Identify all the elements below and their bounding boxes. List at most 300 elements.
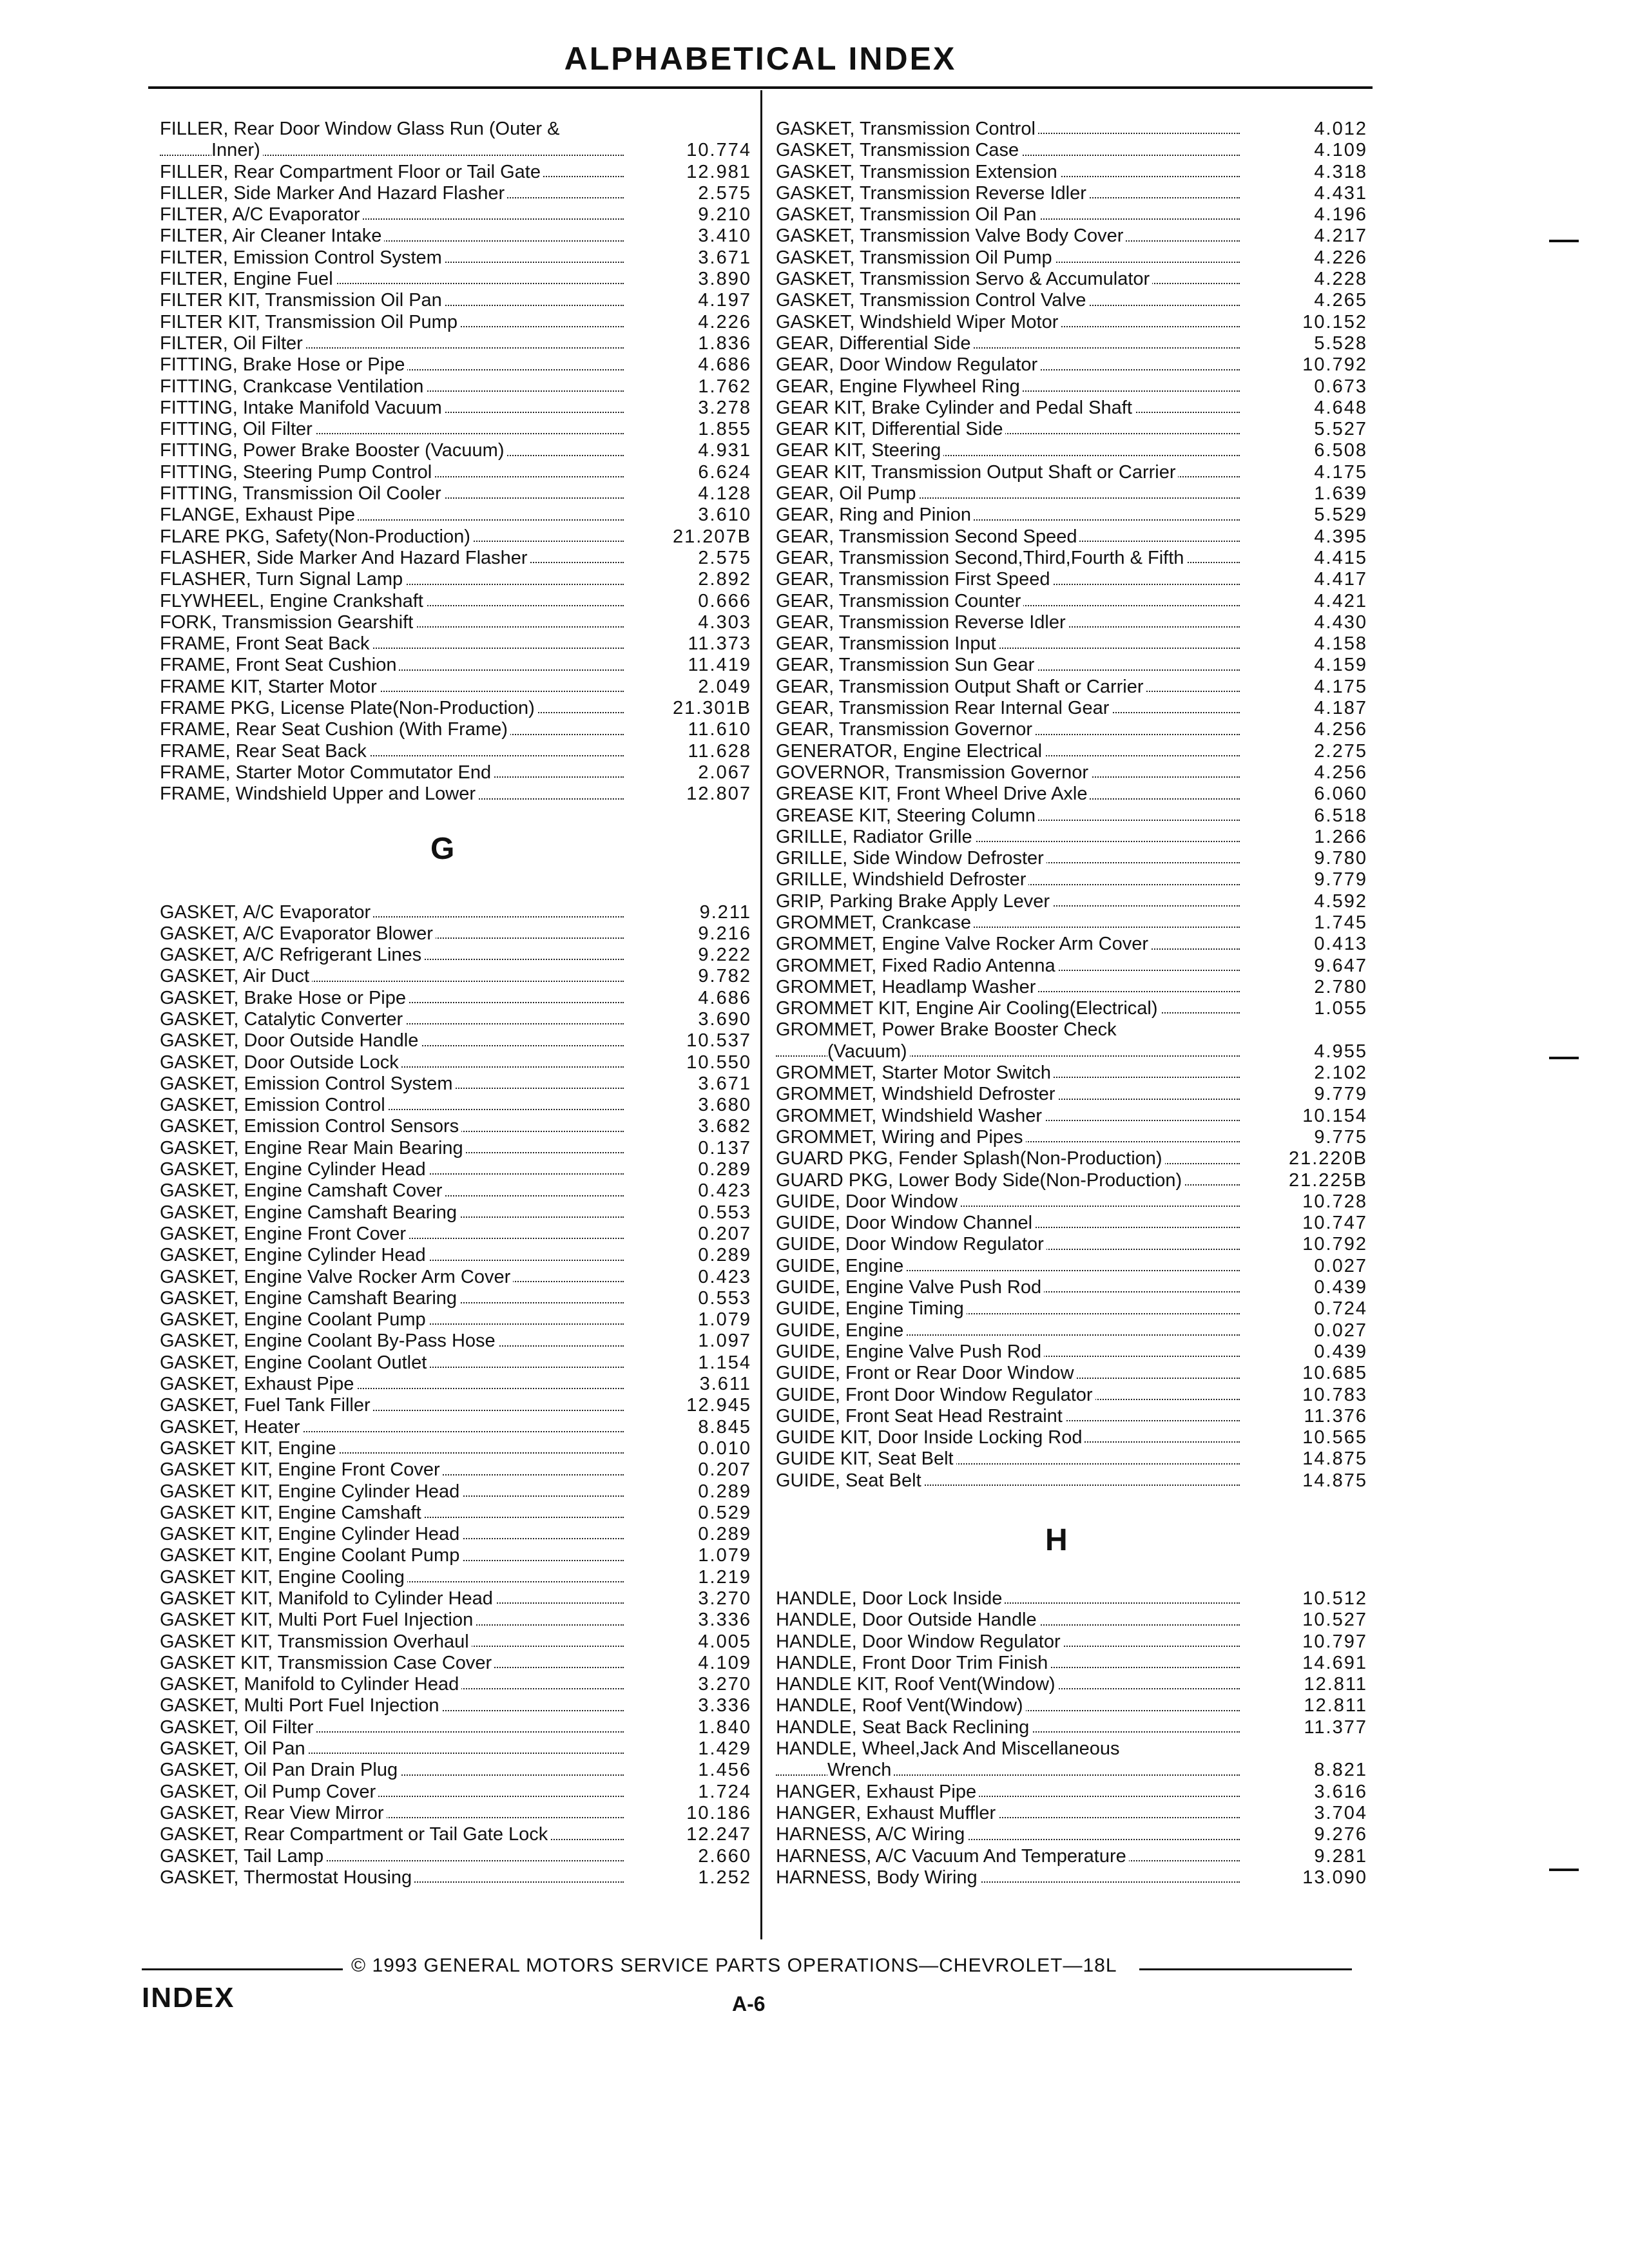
index-entry bbox=[160, 1030, 751, 1052]
index-entry bbox=[160, 591, 751, 612]
entry-page-ref: 10.527 bbox=[1302, 1610, 1367, 1631]
entry-name bbox=[160, 1481, 624, 1503]
entry-page-ref: 0.423 bbox=[698, 1266, 751, 1287]
entry-name bbox=[776, 1127, 1240, 1148]
entry-page-ref: 2.660 bbox=[698, 1845, 751, 1867]
entry-label: GREASE KIT, Front Wheel Drive Axle bbox=[776, 783, 1090, 804]
footer-page-number: A-6 bbox=[732, 1992, 766, 2015]
entry-label: GASKET, Engine Cylinder Head bbox=[160, 1159, 429, 1180]
entry-name bbox=[160, 376, 624, 398]
entry-page-ref: 1.836 bbox=[698, 332, 751, 354]
entry-name bbox=[776, 1824, 1240, 1845]
header-rule bbox=[148, 86, 1373, 89]
entry-name bbox=[160, 1180, 624, 1202]
entry-page-ref: 3.410 bbox=[698, 226, 751, 247]
entry-name bbox=[776, 977, 1240, 998]
entry-label: GASKET KIT, Engine Coolant Pump bbox=[160, 1545, 462, 1566]
entry-label: GEAR, Transmission Counter bbox=[776, 591, 1023, 611]
entry-page-ref: 0.289 bbox=[698, 1159, 751, 1180]
entry-label: FITTING, Brake Hose or Pipe bbox=[160, 354, 407, 375]
index-entry bbox=[160, 1180, 751, 1202]
entry-page-ref: 3.704 bbox=[1314, 1802, 1367, 1823]
entry-page-ref: 1.762 bbox=[698, 376, 751, 397]
entry-name bbox=[776, 398, 1240, 419]
entry-label: GUIDE, Door Window Regulator bbox=[776, 1234, 1046, 1254]
entry-name bbox=[160, 419, 624, 440]
entry-page-ref: 2.780 bbox=[1314, 976, 1367, 997]
index-entry bbox=[160, 1803, 751, 1824]
entry-name bbox=[160, 1717, 624, 1738]
entry-page-ref: 11.628 bbox=[688, 740, 751, 762]
entry-name bbox=[776, 1256, 1240, 1277]
entry-page-ref: 9.775 bbox=[1314, 1126, 1367, 1148]
entry-page-ref: 0.289 bbox=[698, 1524, 751, 1545]
index-entry bbox=[776, 827, 1367, 848]
entry-name bbox=[776, 719, 1240, 740]
entry-page-ref: 14.691 bbox=[1302, 1652, 1367, 1673]
entry-name bbox=[160, 1524, 624, 1545]
entry-page-ref: 4.175 bbox=[1314, 676, 1367, 697]
entry-page-ref: 4.265 bbox=[1314, 290, 1367, 311]
entry-name bbox=[160, 1867, 624, 1888]
entry-label: FLASHER, Side Marker And Hazard Flasher bbox=[160, 548, 530, 568]
entry-label: GASKET, Transmission Oil Pan bbox=[776, 204, 1039, 225]
entry-label: GROMMET, Windshield Washer bbox=[776, 1106, 1045, 1126]
entry-page-ref: 3.270 bbox=[698, 1588, 751, 1609]
index-entry bbox=[160, 1309, 751, 1331]
entry-label: GROMMET, Engine Valve Rocker Arm Cover bbox=[776, 934, 1151, 954]
entry-page-ref: 4.931 bbox=[698, 440, 751, 461]
index-entry bbox=[776, 204, 1367, 226]
index-entry bbox=[776, 1695, 1367, 1716]
index-entry bbox=[160, 1695, 751, 1716]
entry-name bbox=[160, 655, 624, 676]
index-entry bbox=[160, 1267, 751, 1288]
entry-page-ref: 4.431 bbox=[1314, 182, 1367, 204]
index-entry bbox=[160, 569, 751, 590]
entry-name bbox=[160, 1588, 624, 1610]
index-entry bbox=[776, 398, 1367, 419]
index-entry bbox=[776, 247, 1367, 269]
entry-page-ref: 4.109 bbox=[698, 1652, 751, 1673]
entry-label: GASKET, Fuel Tank Filler bbox=[160, 1395, 373, 1416]
entry-label: GUIDE, Engine Valve Push Rod bbox=[776, 1277, 1044, 1298]
entry-label: FILTER, Air Cleaner Intake bbox=[160, 226, 384, 246]
entry-label: GROMMET, Crankcase bbox=[776, 912, 974, 933]
entry-label: FILLER, Rear Door Window Glass Run (Outer & bbox=[160, 119, 562, 139]
index-entry bbox=[160, 1545, 751, 1566]
entry-name bbox=[776, 419, 1240, 440]
entry-label: HANDLE, Door Window Regulator bbox=[776, 1631, 1063, 1652]
entry-page-ref: 9.779 bbox=[1314, 869, 1367, 890]
entry-label: HARNESS, A/C Wiring bbox=[776, 1824, 967, 1845]
index-entry bbox=[160, 526, 751, 548]
entry-label: GASKET, Transmission Control Valve bbox=[776, 290, 1088, 311]
entry-label: GUIDE, Seat Belt bbox=[776, 1470, 924, 1491]
entry-page-ref: 0.207 bbox=[698, 1223, 751, 1244]
entry-name bbox=[160, 1202, 624, 1224]
entry-name bbox=[160, 633, 624, 655]
entry-label: HANDLE, Wheel,Jack And Miscellaneous bbox=[776, 1738, 1123, 1759]
entry-page-ref: 4.421 bbox=[1314, 590, 1367, 611]
entry-label: GEAR, Engine Flywheel Ring bbox=[776, 376, 1023, 397]
entry-page-ref: 12.807 bbox=[686, 783, 751, 805]
entry-page-ref: 1.079 bbox=[698, 1309, 751, 1331]
entry-label: GASKET, Exhaust Pipe bbox=[160, 1374, 356, 1394]
entry-page-ref: 0.207 bbox=[698, 1459, 751, 1481]
index-entry bbox=[160, 1052, 751, 1073]
index-entry bbox=[776, 1298, 1367, 1320]
entry-name bbox=[160, 1695, 624, 1716]
entry-name bbox=[160, 247, 624, 269]
entry-name bbox=[776, 354, 1240, 376]
entry-label: FLANGE, Exhaust Pipe bbox=[160, 505, 358, 525]
entry-name bbox=[160, 966, 624, 987]
index-entry bbox=[160, 505, 751, 526]
margin-mark bbox=[1549, 240, 1579, 242]
entry-label: GEAR KIT, Steering bbox=[776, 440, 943, 461]
index-entry bbox=[160, 698, 751, 719]
entry-page-ref: 5.529 bbox=[1314, 505, 1367, 526]
entry-page-ref: 4.109 bbox=[1314, 140, 1367, 161]
entry-name bbox=[160, 333, 624, 354]
entry-name bbox=[160, 226, 624, 247]
section-header-g bbox=[160, 805, 751, 902]
entry-page-ref: 2.892 bbox=[698, 569, 751, 590]
entry-name bbox=[160, 204, 624, 226]
entry-page-ref: 6.508 bbox=[1314, 440, 1367, 461]
entry-name bbox=[160, 1030, 624, 1052]
entry-name bbox=[776, 1298, 1240, 1320]
entry-page-ref: 11.373 bbox=[688, 633, 751, 655]
entry-page-ref: 9.222 bbox=[698, 945, 751, 966]
index-entry bbox=[776, 1062, 1367, 1084]
index-entry bbox=[776, 891, 1367, 912]
index-entry bbox=[776, 762, 1367, 783]
section-letter-h: H bbox=[1045, 1523, 1068, 1557]
section-letter-g: G bbox=[430, 831, 455, 866]
entry-name bbox=[160, 1417, 624, 1438]
entry-label: GASKET, A/C Evaporator Blower bbox=[160, 923, 436, 944]
entry-name bbox=[160, 1116, 624, 1137]
index-entry bbox=[160, 1824, 751, 1845]
entry-page-ref: 4.256 bbox=[1314, 719, 1367, 740]
entry-name bbox=[160, 591, 624, 612]
index-entry bbox=[160, 119, 751, 140]
entry-page-ref: 9.276 bbox=[1314, 1824, 1367, 1845]
entry-label: GASKET KIT, Engine Front Cover bbox=[160, 1459, 443, 1480]
entry-name bbox=[776, 869, 1240, 890]
entry-name bbox=[160, 923, 624, 945]
entry-label: FILTER, Emission Control System bbox=[160, 247, 445, 268]
index-list-h bbox=[776, 1588, 1367, 1888]
entry-label: GREASE KIT, Steering Column bbox=[776, 805, 1038, 826]
index-entry bbox=[776, 956, 1367, 977]
index-entry bbox=[776, 483, 1367, 505]
entry-name bbox=[776, 290, 1240, 311]
entry-page-ref: 0.027 bbox=[1314, 1255, 1367, 1276]
entry-label: GASKET, Oil Pan bbox=[160, 1738, 308, 1759]
entry-name bbox=[160, 945, 624, 966]
entry-name bbox=[776, 183, 1240, 204]
entry-name bbox=[776, 891, 1240, 912]
index-entry bbox=[160, 376, 751, 398]
index-entry bbox=[776, 290, 1367, 311]
entry-label: GEAR, Transmission Rear Internal Gear bbox=[776, 698, 1112, 718]
entry-name bbox=[776, 1674, 1240, 1695]
index-entry bbox=[160, 1159, 751, 1180]
entry-name bbox=[776, 655, 1240, 676]
entry-name bbox=[160, 1095, 624, 1116]
entry-name bbox=[776, 1213, 1240, 1234]
index-entry bbox=[160, 1481, 751, 1503]
entry-name bbox=[160, 354, 624, 376]
entry-page-ref: 1.456 bbox=[698, 1760, 751, 1781]
entry-label: FRAME, Rear Seat Back bbox=[160, 741, 369, 762]
entry-name bbox=[160, 612, 624, 633]
entry-page-ref: 6.518 bbox=[1314, 805, 1367, 826]
entry-page-ref: 9.780 bbox=[1314, 848, 1367, 869]
entry-name bbox=[160, 1309, 624, 1331]
entry-page-ref: 4.196 bbox=[1314, 204, 1367, 226]
entry-name bbox=[160, 1459, 624, 1481]
entry-label: GEAR, Door Window Regulator bbox=[776, 354, 1040, 375]
index-entry bbox=[776, 1234, 1367, 1255]
entry-label: GASKET, Engine Rear Main Bearing bbox=[160, 1138, 466, 1158]
entry-page-ref: 3.616 bbox=[1314, 1781, 1367, 1802]
entry-page-ref: 1.252 bbox=[698, 1867, 751, 1888]
entry-label: GASKET, Emission Control Sensors bbox=[160, 1116, 461, 1137]
entry-label: GENERATOR, Engine Electrical bbox=[776, 741, 1045, 762]
entry-page-ref: 4.256 bbox=[1314, 762, 1367, 783]
entry-page-ref: 3.682 bbox=[698, 1116, 751, 1137]
entry-name bbox=[160, 462, 624, 483]
entry-label: FILTER, Engine Fuel bbox=[160, 269, 336, 289]
index-entry bbox=[776, 569, 1367, 590]
entry-page-ref: 3.671 bbox=[698, 247, 751, 268]
index-entry bbox=[776, 1084, 1367, 1105]
entry-label: HANDLE KIT, Roof Vent(Window) bbox=[776, 1674, 1058, 1695]
entry-name bbox=[160, 1374, 624, 1395]
index-entry bbox=[160, 269, 751, 290]
entry-page-ref: 1.724 bbox=[698, 1781, 751, 1802]
index-entry bbox=[160, 1782, 751, 1803]
entry-name bbox=[776, 633, 1240, 655]
index-entry bbox=[776, 633, 1367, 655]
entry-page-ref: 1.055 bbox=[1314, 998, 1367, 1019]
index-entry bbox=[776, 698, 1367, 719]
entry-page-ref: 4.648 bbox=[1314, 397, 1367, 418]
entry-name bbox=[776, 1277, 1240, 1298]
entry-label: GASKET, Engine Cylinder Head bbox=[160, 1245, 429, 1265]
index-entry bbox=[160, 966, 751, 987]
entry-name bbox=[160, 440, 624, 461]
entry-label: GEAR KIT, Transmission Output Shaft or Carrier bbox=[776, 462, 1178, 483]
entry-label: GASKET, Rear Compartment or Tail Gate Lock bbox=[160, 1824, 550, 1845]
entry-page-ref: 21.301B bbox=[672, 698, 751, 719]
entry-label: FLYWHEEL, Engine Crankshaft bbox=[160, 591, 426, 611]
entry-page-ref: 9.779 bbox=[1314, 1084, 1367, 1105]
index-entry bbox=[160, 1374, 751, 1395]
entry-page-ref: 4.175 bbox=[1314, 461, 1367, 483]
entry-name bbox=[160, 677, 624, 698]
entry-name bbox=[160, 1610, 624, 1631]
entry-page-ref: 4.226 bbox=[698, 311, 751, 332]
entry-name bbox=[160, 1245, 624, 1266]
entry-label: FILLER, Rear Compartment Floor or Tail Gate bbox=[160, 162, 543, 182]
entry-label: Wrench bbox=[827, 1760, 894, 1780]
entry-name bbox=[776, 827, 1240, 848]
entry-page-ref: 1.154 bbox=[698, 1352, 751, 1373]
entry-label: HANGER, Exhaust Pipe bbox=[776, 1782, 979, 1802]
entry-label: GASKET, Transmission Extension bbox=[776, 162, 1060, 182]
entry-label: GASKET KIT, Engine Cylinder Head bbox=[160, 1524, 462, 1544]
entry-name bbox=[776, 569, 1240, 590]
entry-label: GUIDE, Front or Rear Door Window bbox=[776, 1363, 1077, 1383]
entry-label: FLARE PKG, Safety(Non-Production) bbox=[160, 526, 473, 547]
entry-name bbox=[776, 1782, 1240, 1803]
index-entry bbox=[776, 934, 1367, 955]
entry-name bbox=[160, 526, 624, 548]
entry-page-ref: 10.537 bbox=[686, 1030, 751, 1052]
index-entry bbox=[160, 1588, 751, 1610]
entry-name bbox=[776, 783, 1240, 805]
entry-label: GASKET, Engine Camshaft Cover bbox=[160, 1180, 445, 1201]
entry-label: GUIDE, Door Window Channel bbox=[776, 1213, 1035, 1233]
margin-mark bbox=[1549, 1057, 1579, 1059]
entry-label: GOVERNOR, Transmission Governor bbox=[776, 762, 1091, 783]
index-entry bbox=[776, 1277, 1367, 1298]
entry-name bbox=[776, 1846, 1240, 1867]
entry-name bbox=[160, 483, 624, 505]
entry-page-ref: 1.079 bbox=[698, 1545, 751, 1566]
index-entry bbox=[160, 719, 751, 740]
entry-label: GASKET, Catalytic Converter bbox=[160, 1009, 405, 1030]
entry-page-ref: 1.429 bbox=[698, 1738, 751, 1760]
entry-name bbox=[160, 1395, 624, 1416]
entry-page-ref: 4.128 bbox=[698, 483, 751, 505]
entry-name bbox=[776, 848, 1240, 869]
index-list-g-right bbox=[776, 119, 1367, 1492]
entry-page-ref: 4.005 bbox=[698, 1631, 751, 1652]
index-entry bbox=[160, 1717, 751, 1738]
entry-page-ref: 1.639 bbox=[1314, 483, 1367, 505]
index-entry bbox=[160, 633, 751, 655]
entry-label: GUIDE KIT, Seat Belt bbox=[776, 1448, 956, 1469]
index-entry bbox=[776, 1341, 1367, 1363]
entry-page-ref: 4.187 bbox=[1314, 698, 1367, 719]
index-entry bbox=[160, 398, 751, 419]
index-entry bbox=[160, 1073, 751, 1095]
entry-page-ref: 11.377 bbox=[1304, 1716, 1367, 1738]
index-entry bbox=[776, 1256, 1367, 1277]
index-entry bbox=[160, 1631, 751, 1653]
entry-name bbox=[776, 1427, 1240, 1448]
entry-page-ref: 0.673 bbox=[1314, 376, 1367, 397]
entry-name bbox=[776, 998, 1240, 1019]
entry-name bbox=[160, 1438, 624, 1459]
index-entry bbox=[160, 1288, 751, 1309]
entry-name bbox=[160, 1267, 624, 1288]
entry-page-ref: 9.647 bbox=[1314, 955, 1367, 976]
index-entry bbox=[776, 1427, 1367, 1448]
entry-name bbox=[776, 1631, 1240, 1653]
index-entry bbox=[776, 848, 1367, 869]
entry-label: GEAR, Transmission Reverse Idler bbox=[776, 612, 1068, 633]
entry-label: GRILLE, Windshield Defroster bbox=[776, 869, 1028, 890]
entry-page-ref: 21.225B bbox=[1288, 1169, 1367, 1191]
entry-label: GROMMET, Power Brake Booster Check bbox=[776, 1019, 1119, 1040]
entry-name bbox=[776, 912, 1240, 934]
index-entry bbox=[160, 923, 751, 945]
entry-page-ref: 8.821 bbox=[1314, 1760, 1367, 1781]
entry-name bbox=[776, 1867, 1240, 1888]
entry-label: GRIP, Parking Brake Apply Lever bbox=[776, 891, 1052, 912]
index-entry bbox=[160, 902, 751, 923]
entry-page-ref: 0.027 bbox=[1314, 1320, 1367, 1341]
right-column bbox=[776, 119, 1367, 1888]
entry-label: GASKET KIT, Engine Cooling bbox=[160, 1567, 407, 1588]
entry-label: GEAR KIT, Differential Side bbox=[776, 419, 1005, 439]
index-list-f bbox=[160, 119, 751, 805]
entry-page-ref: 4.955 bbox=[1314, 1041, 1367, 1062]
entry-name bbox=[776, 1234, 1240, 1255]
index-entry bbox=[160, 762, 751, 783]
entry-name bbox=[160, 741, 624, 762]
index-entry bbox=[776, 312, 1367, 333]
entry-label: GUIDE, Door Window bbox=[776, 1191, 960, 1212]
entry-page-ref: 0.137 bbox=[698, 1137, 751, 1158]
index-entry bbox=[160, 1116, 751, 1137]
entry-label: GASKET, Multi Port Fuel Injection bbox=[160, 1695, 442, 1716]
index-entry bbox=[776, 1470, 1367, 1492]
entry-page-ref: 10.792 bbox=[1302, 1234, 1367, 1255]
entry-label: GASKET, Air Duct bbox=[160, 966, 312, 986]
index-entry bbox=[776, 1717, 1367, 1738]
index-entry bbox=[776, 1041, 1367, 1062]
entry-label: GASKET, Transmission Servo & Accumulator bbox=[776, 269, 1152, 289]
entry-page-ref: 0.439 bbox=[1314, 1277, 1367, 1298]
entry-page-ref: 9.216 bbox=[698, 923, 751, 944]
entry-name bbox=[160, 902, 624, 923]
entry-label: GASKET, Emission Control bbox=[160, 1095, 388, 1115]
entry-name bbox=[160, 1782, 624, 1803]
entry-label: GASKET, Engine Coolant By-Pass Hose bbox=[160, 1331, 498, 1351]
index-entry bbox=[160, 204, 751, 226]
entry-page-ref: 4.686 bbox=[698, 354, 751, 376]
entry-name bbox=[776, 269, 1240, 290]
entry-page-ref: 0.010 bbox=[698, 1437, 751, 1459]
index-entry bbox=[160, 1352, 751, 1374]
entry-name bbox=[160, 762, 624, 783]
index-entry bbox=[160, 1760, 751, 1781]
index-entry bbox=[776, 376, 1367, 398]
entry-name bbox=[160, 140, 624, 161]
entry-page-ref: 10.747 bbox=[1302, 1213, 1367, 1234]
entry-page-ref: 0.666 bbox=[698, 590, 751, 611]
entry-page-ref: 10.152 bbox=[1302, 311, 1367, 332]
entry-page-ref: 14.875 bbox=[1302, 1448, 1367, 1470]
entry-name bbox=[776, 1760, 1240, 1781]
entry-name bbox=[776, 1148, 1240, 1169]
index-entry bbox=[160, 1738, 751, 1760]
entry-page-ref: 2.575 bbox=[698, 547, 751, 568]
entry-name bbox=[160, 1824, 624, 1845]
column-divider bbox=[760, 90, 762, 1939]
entry-page-ref: 1.840 bbox=[698, 1716, 751, 1738]
index-entry bbox=[776, 440, 1367, 461]
entry-label: GASKET KIT, Multi Port Fuel Injection bbox=[160, 1610, 476, 1630]
